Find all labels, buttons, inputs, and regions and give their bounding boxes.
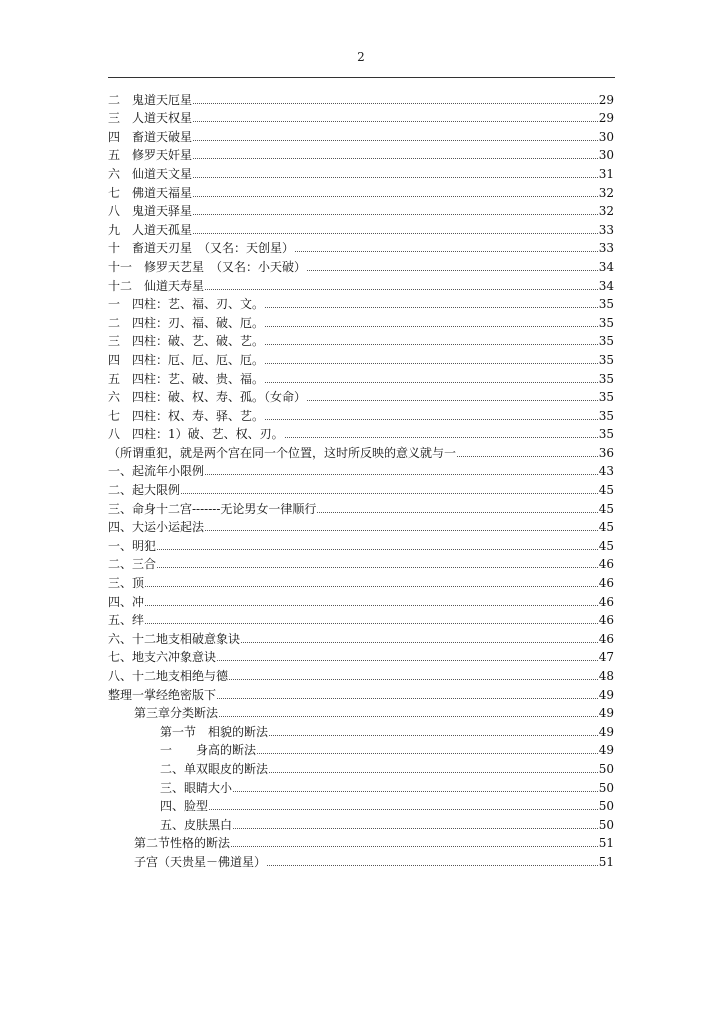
toc-entry[interactable] <box>108 330 614 349</box>
dot-leader <box>457 456 598 457</box>
toc-entry-title: 七、地支六冲象意诀 <box>108 650 217 665</box>
toc-entry-page: 51 <box>598 854 614 869</box>
toc-entry-page: 33 <box>598 222 614 237</box>
toc-entry-title: 三 四柱：破、艺、破、艺。 <box>108 334 265 349</box>
dot-leader <box>193 158 598 159</box>
toc-entry-page: 46 <box>598 594 614 609</box>
toc-entry-title: 七 佛道天福星 <box>108 185 193 200</box>
toc-entry-title: 五、皮肤黑白 <box>160 817 233 832</box>
toc-entry[interactable] <box>108 460 614 479</box>
toc-entry[interactable] <box>108 478 614 497</box>
toc-entry[interactable] <box>108 664 614 683</box>
toc-entry[interactable] <box>108 702 614 721</box>
toc-entry-title: 八 鬼道天驿星 <box>108 204 193 219</box>
toc-entry[interactable] <box>108 795 614 814</box>
toc-entry-page: 30 <box>598 148 614 163</box>
toc-entry-page: 29 <box>598 92 614 107</box>
toc-entry[interactable] <box>108 497 614 516</box>
toc-entry[interactable] <box>108 534 614 553</box>
toc-entry-page: 50 <box>598 817 614 832</box>
dot-leader <box>269 772 598 773</box>
dot-leader <box>265 363 598 364</box>
toc-entry-page: 45 <box>598 538 614 553</box>
dot-leader <box>307 270 598 271</box>
dot-leader <box>145 623 598 624</box>
toc-entry-title: 七 四柱：权、寿、驿、艺。 <box>108 408 265 423</box>
toc-entry-page: 49 <box>598 743 614 758</box>
dot-leader <box>285 437 598 438</box>
dot-leader <box>217 698 598 699</box>
toc-entry-page: 35 <box>598 315 614 330</box>
toc-entry-page: 36 <box>598 445 614 460</box>
dot-leader <box>193 103 598 104</box>
dot-leader <box>265 382 598 383</box>
toc-entry-title: 六、十二地支相破意象诀 <box>108 631 241 646</box>
toc-entry[interactable] <box>108 683 614 702</box>
toc-entry-title: 十二 仙道天寿星 <box>108 278 205 293</box>
toc-entry[interactable] <box>108 386 614 405</box>
toc-entry[interactable] <box>108 293 614 312</box>
toc-entry[interactable] <box>108 553 614 572</box>
toc-entry-page: 31 <box>598 166 614 181</box>
toc-entry-title: 三 人道天权星 <box>108 111 193 126</box>
toc-entry[interactable] <box>108 367 614 386</box>
toc-entry-title: 六 仙道天文星 <box>108 166 193 181</box>
toc-entry[interactable] <box>108 311 614 330</box>
toc-entry[interactable] <box>108 609 614 628</box>
dot-leader <box>267 865 598 866</box>
dot-leader <box>233 828 598 829</box>
dot-leader <box>269 735 598 736</box>
toc-entry-title: 四、大运小运起法 <box>108 520 205 535</box>
dot-leader <box>265 419 598 420</box>
dot-leader <box>307 400 598 401</box>
dot-leader <box>157 567 598 568</box>
toc-entry[interactable] <box>108 237 614 256</box>
toc-entry-page: 29 <box>598 111 614 126</box>
toc-entry-page: 45 <box>598 520 614 535</box>
dot-leader <box>241 642 598 643</box>
dot-leader <box>193 233 598 234</box>
toc-entry[interactable] <box>108 274 614 293</box>
dot-leader <box>233 791 598 792</box>
toc-entry-title: 二、起大限例 <box>108 483 181 498</box>
dot-leader <box>265 307 598 308</box>
toc-entry[interactable] <box>108 107 614 126</box>
toc-entry-title: 四 畜道天破星 <box>108 129 193 144</box>
toc-entry[interactable] <box>108 441 614 460</box>
dot-leader <box>157 549 598 550</box>
dot-leader <box>193 140 598 141</box>
toc-entry[interactable] <box>108 404 614 423</box>
dot-leader <box>295 251 598 252</box>
dot-leader <box>205 530 598 531</box>
dot-leader <box>257 753 598 754</box>
toc-entry-title: 三、眼睛大小 <box>160 780 233 795</box>
toc-entry[interactable] <box>108 162 614 181</box>
page-number: 2 <box>357 50 365 64</box>
toc-entry-page: 50 <box>598 761 614 776</box>
dot-leader <box>145 586 598 587</box>
toc-entry[interactable] <box>108 255 614 274</box>
dot-leader <box>217 660 598 661</box>
toc-entry-page: 48 <box>598 669 614 683</box>
toc-entry-page: 49 <box>598 706 614 721</box>
toc-entry[interactable] <box>108 739 614 758</box>
dot-leader <box>219 716 598 717</box>
toc-entry-title: 一 四柱：艺、福、刃、文。 <box>108 297 265 312</box>
toc-entry-title: 三、命身十二宫-------无论男女一律顺行 <box>108 501 317 516</box>
toc-entry-page: 46 <box>598 557 614 572</box>
toc-entry-title: 一 身高的断法 <box>160 743 257 758</box>
toc-entry[interactable] <box>108 571 614 590</box>
toc-entry[interactable] <box>108 590 614 609</box>
toc-entry[interactable] <box>108 423 614 442</box>
toc-entry-title: 六 四柱：破、权、寿、孤。（女命） <box>108 390 307 405</box>
toc-entry-title: 第二节性格的断法 <box>134 836 231 851</box>
dot-leader <box>265 326 598 327</box>
toc-entry-title: 整理一掌经绝密版下 <box>108 687 217 702</box>
toc-entry-page: 34 <box>598 278 614 293</box>
dot-leader <box>193 177 598 178</box>
toc-entry-page: 50 <box>598 780 614 795</box>
toc-entry-title: 四、脸型 <box>160 799 209 814</box>
toc-entry-title: 十一 修罗天艺星 （又名：小天破） <box>108 259 307 274</box>
toc-entry-title: 八 四柱：1）破、艺、权、刃。 <box>108 427 284 442</box>
toc-entry[interactable] <box>108 832 614 851</box>
table-of-contents <box>108 88 614 869</box>
toc-entry-title: 子宫（天贵星－佛道星） <box>134 854 267 869</box>
toc-entry[interactable] <box>108 348 614 367</box>
dot-leader <box>205 289 598 290</box>
toc-entry-title: 八、十二地支相绝与德 <box>108 669 229 683</box>
toc-entry-page: 51 <box>598 836 614 851</box>
toc-entry-title: 十 畜道天刃星 （又名：天创星） <box>108 241 295 256</box>
toc-entry-page: 33 <box>598 241 614 256</box>
toc-entry-page: 50 <box>598 799 614 814</box>
toc-entry-title: 五 修罗天奸星 <box>108 148 193 163</box>
toc-entry-title: 二、三合 <box>108 557 157 572</box>
toc-entry-title: 五 四柱：艺、破、贵、福。 <box>108 371 265 386</box>
toc-entry-title: 一、明犯 <box>108 538 157 553</box>
toc-entry-page: 32 <box>598 185 614 200</box>
toc-entry-page: 35 <box>598 408 614 423</box>
toc-entry-page: 43 <box>598 464 614 479</box>
header-rule <box>108 77 615 78</box>
toc-entry-page: 46 <box>598 631 614 646</box>
toc-entry-title: 二、单双眼皮的断法 <box>160 761 269 776</box>
toc-entry[interactable] <box>108 850 614 869</box>
toc-entry[interactable] <box>108 757 614 776</box>
toc-entry[interactable] <box>108 646 614 665</box>
dot-leader <box>181 493 598 494</box>
toc-entry-page: 34 <box>598 259 614 274</box>
toc-entry-page: 35 <box>598 297 614 312</box>
toc-entry[interactable] <box>108 813 614 832</box>
toc-entry-page: 35 <box>598 390 614 405</box>
toc-entry-title: 第三章分类断法 <box>134 706 219 721</box>
dot-leader <box>193 214 598 215</box>
toc-entry-page: 32 <box>598 204 614 219</box>
dot-leader <box>317 512 597 513</box>
dot-leader <box>209 809 598 810</box>
toc-entry[interactable] <box>108 720 614 739</box>
toc-entry-title: 一、起流年小限例 <box>108 464 205 479</box>
toc-entry-title: （所谓重犯，就是两个宫在同一个位置，这时所反映的意义就与一 <box>108 445 457 460</box>
toc-entry-page: 46 <box>598 613 614 628</box>
toc-entry[interactable] <box>108 218 614 237</box>
toc-entry-title: 二 鬼道天厄星 <box>108 92 193 107</box>
toc-entry-page: 45 <box>598 501 614 516</box>
toc-entry[interactable] <box>108 88 614 107</box>
toc-entry-page: 35 <box>598 371 614 386</box>
toc-entry[interactable] <box>108 125 614 144</box>
toc-entry[interactable] <box>108 516 614 535</box>
toc-entry[interactable] <box>108 181 614 200</box>
toc-entry[interactable] <box>108 627 614 646</box>
dot-leader <box>193 121 598 122</box>
toc-entry-page: 47 <box>598 650 614 665</box>
toc-entry-page: 49 <box>598 724 614 739</box>
dot-leader <box>229 679 598 680</box>
toc-entry-title: 二 四柱：刃、福、破、厄。 <box>108 315 265 330</box>
toc-entry-page: 35 <box>598 427 614 442</box>
toc-entry-title: 四 四柱：厄、厄、厄、厄。 <box>108 352 265 367</box>
toc-entry-page: 30 <box>598 129 614 144</box>
dot-leader <box>193 196 598 197</box>
toc-entry-page: 45 <box>598 483 614 498</box>
dot-leader <box>205 474 598 475</box>
toc-entry-page: 35 <box>598 334 614 349</box>
toc-entry-page: 46 <box>598 576 614 591</box>
toc-entry-title: 四、冲 <box>108 594 145 609</box>
toc-entry-page: 49 <box>598 687 614 702</box>
dot-leader <box>145 605 598 606</box>
toc-entry[interactable] <box>108 776 614 795</box>
dot-leader <box>231 846 598 847</box>
toc-entry-title: 第一节 相貌的断法 <box>160 724 269 739</box>
toc-entry-page: 35 <box>598 352 614 367</box>
toc-entry[interactable] <box>108 144 614 163</box>
toc-entry-title: 三、顶 <box>108 576 145 591</box>
dot-leader <box>265 344 598 345</box>
toc-entry[interactable] <box>108 200 614 219</box>
toc-entry-title: 九 人道天孤星 <box>108 222 193 237</box>
toc-entry-title: 五、绊 <box>108 613 145 628</box>
